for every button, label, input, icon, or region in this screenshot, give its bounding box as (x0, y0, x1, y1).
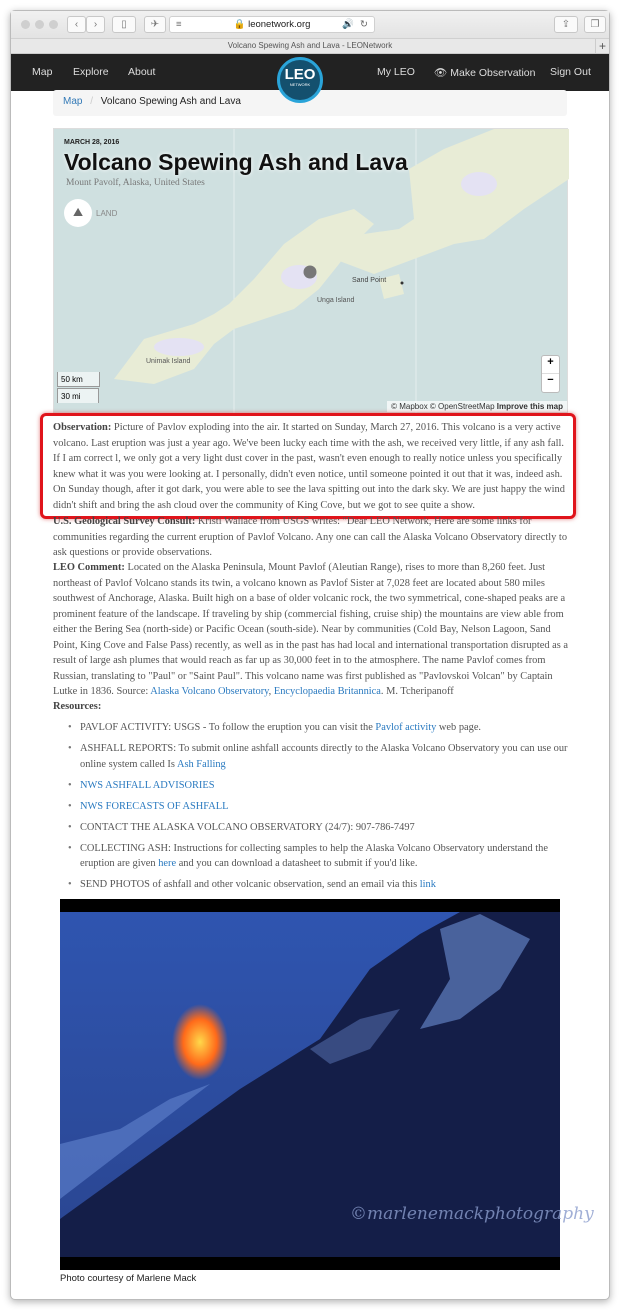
back-icon[interactable]: ‹ (67, 16, 86, 33)
zoom-window-button[interactable] (49, 20, 58, 29)
resource-item (68, 778, 568, 794)
location: Mount Pavolf, Alaska, United States (66, 178, 205, 188)
watermark: ©marlenemackphotography (350, 1204, 594, 1224)
eye-icon: 👁 (434, 67, 448, 79)
nav-explore[interactable]: Explore (73, 66, 109, 78)
resource-link[interactable]: Ash Falling (176, 758, 226, 770)
resource-item: • ASHFALL REPORTS: To submit online ashfall accounts directly to the Alaska Volcano Observatory you can use our online system called Is Ash Falling (68, 741, 568, 772)
new-tab-icon[interactable]: + (595, 39, 609, 53)
resource-item: • COLLECTING ASH: Instructions for collecting samples to help the Alaska Volcano Observatory understand the eruption are given here and you can download a datasheet to submit if you'd like. (68, 841, 568, 872)
nav-my-leo[interactable]: My LEO (377, 66, 415, 78)
forward-icon[interactable]: › (86, 16, 105, 33)
resource-item (68, 799, 568, 815)
page-title: Volcano Spewing Ash and Lava (64, 149, 408, 175)
resource-link[interactable]: here (158, 858, 177, 869)
sidebar-icon[interactable]: ▯ (112, 16, 136, 33)
observation-map[interactable]: MARCH 28, 2016 Volcano Spewing Ash and Lava Mount Pavolf, Alaska, United States ⛰ LAND Sand Point Unga Island Unimak Island 50 km 30 mi + − © Mapbox © OpenStreetMap Improve this map (53, 128, 568, 413)
address-bar[interactable]: ≡ 🔒 leonetwork.org 🔊 ↻ (169, 16, 375, 33)
map-attribution: © Mapbox © OpenStreetMap Improve this map (387, 401, 567, 412)
zoom-out-button[interactable]: − (547, 374, 554, 386)
resource-link[interactable]: NWS ASHFALL ADVISORIES (80, 779, 215, 791)
share-icon[interactable]: ⇪ (554, 16, 578, 33)
resource-link[interactable]: NWS FORECASTS OF ASHFALL (80, 800, 229, 812)
breadcrumb: Map / Volcano Spewing Ash and Lava (53, 90, 567, 116)
breadcrumb-map[interactable]: Map (63, 96, 83, 107)
resource-link[interactable]: link (419, 879, 436, 890)
eruption-image (60, 899, 594, 1270)
scale-mi: 30 mi (57, 388, 99, 403)
photo-caption: Photo courtesy of Marlene Mack (60, 1273, 197, 1284)
resource-item: • PAVLOF ACTIVITY: USGS - To follow the eruption you can visit the Pavlof activity web page. (68, 720, 568, 736)
extension-icon[interactable]: ✈ (144, 16, 166, 33)
land-category-icon: ⛰ (64, 199, 92, 227)
scale-km: 50 km (57, 372, 100, 387)
observation-text: Observation: Picture of Pavlov exploding into the air. It started on Sunday, March 27, 2016. This volcano is a very active volcano. Last eruption was just a year ago. We've been lucky each time with the ash, we received very little, if any ash fall. If I am correct l, we only got a very light dust cover in the past, wasn't even enough to really notice unless you specifically knew what it was you were looking at. I personally, didn't even notice, until someone pointed it out that it was, indeed ash. On Sunday though, after it got dark, you were able to see the lava spitting out into the dark sky. We are just happy the wind didn't shift and bring the ash cloud over the community of King Cove, but we got to see quite a show. (53, 422, 565, 511)
link-avo[interactable]: Alaska Volcano Observatory (150, 686, 269, 697)
tabs-icon[interactable]: ❐ (584, 16, 606, 33)
link-britannica[interactable]: Encyclopaedia Britannica (273, 686, 381, 697)
resources-heading: Resources: (53, 701, 102, 712)
leo-logo[interactable]: LEO NETWORK (277, 57, 323, 103)
reload-icon[interactable]: ↻ (360, 19, 368, 30)
close-window-button[interactable] (21, 20, 30, 29)
resource-item: • SEND PHOTOS of ashfall and other volcanic observation, send an email via this link (68, 877, 568, 893)
nav-sign-out[interactable]: Sign Out (550, 66, 591, 78)
leo-comment: LEO Comment: Located on the Alaska Peninsula, Mount Pavlof (Aleutian Range), rises to more than 8,260 feet. Just northeast of Pavlof Volcano stands its twin, a volcano known as Pavlof Sister at 7,028 feet are located about 580 miles southwest of Anchorage, Alaska. Built high on a base of older volcanic rock, the two symmetrical, cone-shaped peaks are a prominent feature of the landscape. If traveling by ship (commercial fishing, cruise ship) the mountains are view able from either the Bering Sea (north-side) or Pacific Ocean (south-side). Near by communities (Cold Bay, Nelson Lagoon, Sand Point, King Cove and False Pass) recently, as well as in the past has had local and international transportation disrupted as a result of large ash plumes that would reach as far up as 30,000 feet in to the atmosphere. The name Pavlof comes from Russian, translating to "Paul" or "Saint Paul". This volcano name was first published as "Pavlovskoi Volcan" by Captain Lutke in 1836. Source: Alaska Volcano Observatory, Encyclopaedia Britannica. M. Tcheripanoff (53, 562, 568, 697)
resource-item: • CONTACT THE ALASKA VOLCANO OBSERVATORY (24/7): 907-786-7497 (68, 820, 568, 836)
resource-link[interactable]: Pavlof activity (375, 722, 437, 733)
minimize-window-button[interactable] (35, 20, 44, 29)
nav-make-observation[interactable]: 👁 Make Observation (434, 67, 536, 79)
nav-about[interactable]: About (128, 66, 156, 78)
reader-icon[interactable]: ≡ (176, 19, 182, 30)
zoom-in-button[interactable]: + (542, 356, 559, 374)
browser-toolbar (11, 11, 609, 39)
audio-icon[interactable]: 🔊 (342, 19, 354, 30)
resources-list (68, 720, 568, 898)
nav-map[interactable]: Map (32, 66, 53, 78)
tab-title[interactable]: Volcano Spewing Ash and Lava - LEONetwork (227, 41, 393, 50)
observation-marker[interactable] (304, 266, 317, 279)
site-nav (11, 54, 609, 91)
usgs-consult: U.S. Geological Survey Consult: Kristi Wallace from USGS writes: "Dear LEO Network, Here are some links for communities regarding the current eruption of Pavlof Volcano. Any one can call the Alaska Volcano Observatory directly to ask questions or provide observations. (53, 516, 568, 558)
tab-bar (11, 39, 609, 54)
volcano-photo (60, 899, 594, 1270)
